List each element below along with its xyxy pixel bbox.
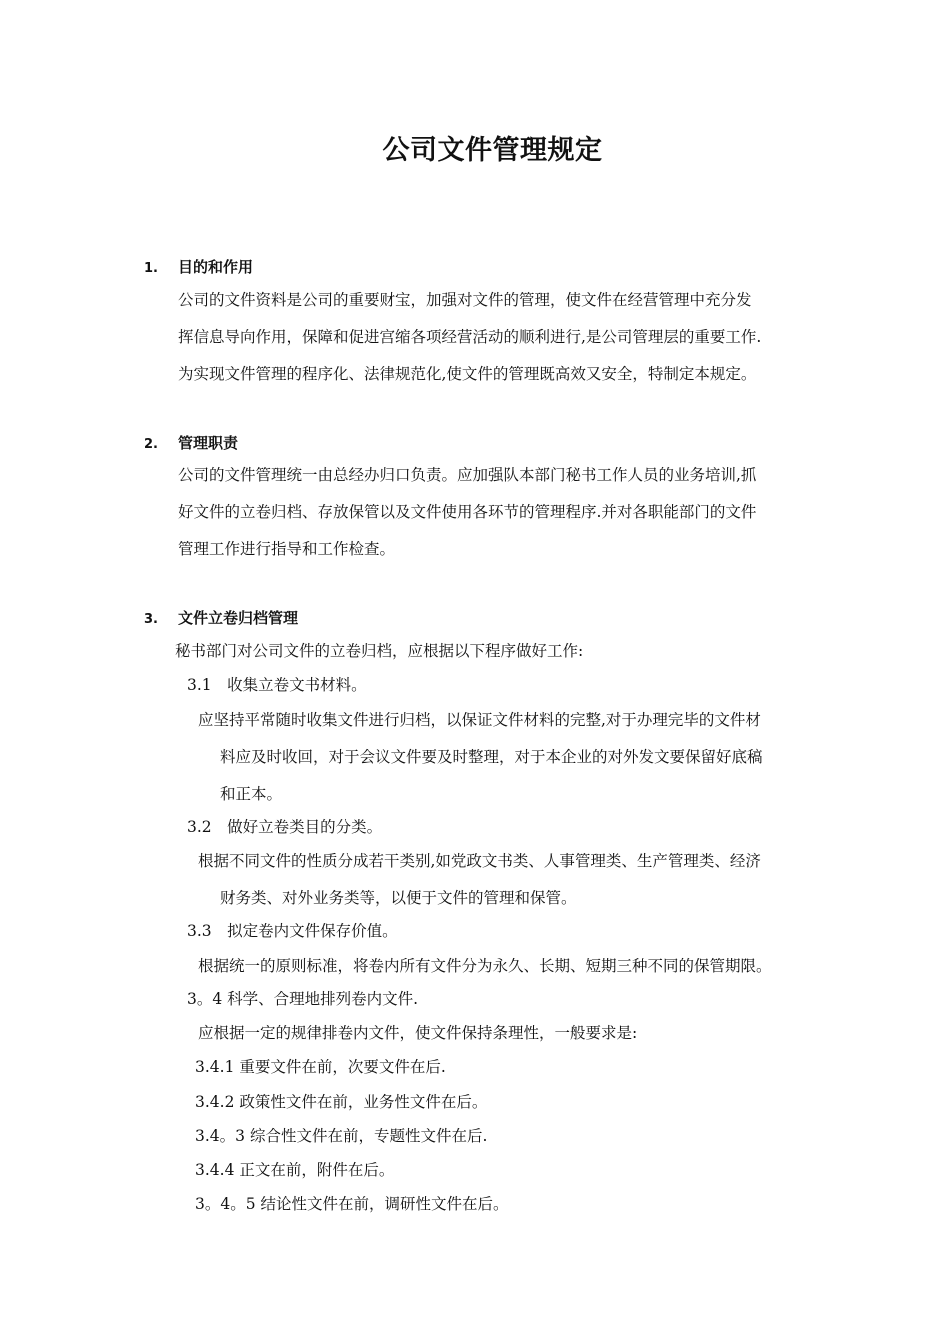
subsection-heading: 3.1 收集立卷文书材料。	[187, 676, 367, 694]
paragraph-line: 公司的文件管理统一由总经办归口负责。应加强队本部门秘书工作人员的业务培训,抓	[178, 466, 757, 484]
section-title: 文件立卷归档管理	[178, 609, 299, 627]
section-title: 目的和作用	[178, 258, 254, 276]
list-item: 3.4.2 政策性文件在前，业务性文件在后。	[195, 1093, 488, 1111]
section-heading	[144, 607, 298, 628]
paragraph-line: 财务类、对外业务类等，以便于文件的管理和保管。	[220, 889, 577, 907]
section-number: 2.	[144, 437, 158, 452]
section-number: 1.	[144, 261, 158, 276]
paragraph-line: 料应及时收回，对于会议文件要及时整理，对于本企业的对外发文要保留好底稿	[220, 748, 763, 766]
paragraph-line: 和正本。	[220, 785, 283, 803]
paragraph-line: 秘书部门对公司文件的立卷归档，应根据以下程序做好工作:	[175, 642, 584, 660]
subsection-heading: 3。4 科学、合理地排列卷内文件.	[187, 990, 419, 1008]
paragraph-line: 根据统一的原则标准，将卷内所有文件分为永久、长期、短期三种不同的保管期限。	[198, 957, 772, 975]
document-title: 公司文件管理规定	[382, 135, 603, 166]
list-item: 3.4.1 重要文件在前，次要文件在后.	[195, 1058, 446, 1076]
paragraph-line: 管理工作进行指导和工作检查。	[178, 540, 396, 558]
section-title: 管理职责	[178, 434, 239, 452]
paragraph-line: 应坚持平常随时收集文件进行归档，以保证文件材料的完整,对于办理完毕的文件材	[198, 711, 761, 729]
paragraph-line: 公司的文件资料是公司的重要财宝，加强对文件的管理，使文件在经营管理中充分发	[178, 291, 752, 309]
section-number: 3.	[144, 612, 158, 627]
list-item: 3.4。3 综合性文件在前，专题性文件在后.	[195, 1127, 488, 1145]
list-item: 3。4。5 结论性文件在前，调研性文件在后。	[195, 1195, 509, 1213]
subsection-heading: 3.2 做好立卷类目的分类。	[187, 818, 383, 836]
section-heading	[144, 256, 253, 277]
list-item: 3.4.4 正文在前，附件在后。	[195, 1161, 395, 1179]
paragraph-line: 根据不同文件的性质分成若干类别,如党政文书类、人事管理类、生产管理类、经济	[198, 852, 761, 870]
subsection-heading: 3.3 拟定卷内文件保存价值。	[187, 922, 398, 940]
paragraph-line: 为实现文件管理的程序化、法律规范化,使文件的管理既高效又安全，特制定本规定。	[178, 365, 757, 383]
paragraph-line: 挥信息导向作用，保障和促进宫缩各项经营活动的顺利进行,是公司管理层的重要工作.	[178, 328, 762, 346]
section-heading	[144, 432, 238, 453]
paragraph-line: 应根据一定的规律排卷内文件，使文件保持条理性，一般要求是:	[198, 1024, 638, 1042]
paragraph-line: 好文件的立卷归档、存放保管以及文件使用各环节的管理程序.并对各职能部门的文件	[178, 503, 757, 521]
